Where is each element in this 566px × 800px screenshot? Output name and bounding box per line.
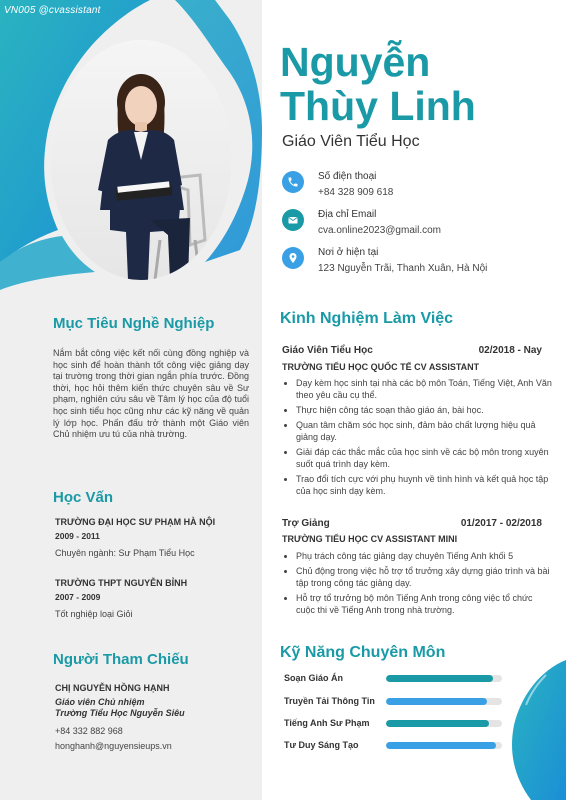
- objective-title: Mục Tiêu Nghề Nghiệp: [53, 315, 215, 332]
- skill-bar-track: [386, 675, 502, 682]
- job-position: Giáo Viên Tiểu Học: [282, 345, 373, 356]
- watermark-text: VN005 @cvassistant: [4, 5, 101, 16]
- education-note: Tốt nghiệp loại Giỏi: [55, 609, 133, 619]
- skill-label: Soạn Giáo Án: [284, 673, 344, 683]
- job-bullet: • Thực hiện công tác soạn thảo giáo án, bài học.: [296, 404, 552, 416]
- skill-bar-fill: [386, 675, 493, 682]
- reference-name: CHỊ NGUYỄN HỒNG HẠNH: [55, 683, 170, 693]
- job-company: TRƯỜNG TIỂU HỌC CV ASSISTANT MINI: [282, 534, 458, 544]
- skill-bar-fill: [386, 720, 489, 727]
- skill-label: Truyền Tải Thông Tin: [284, 696, 375, 706]
- job-bullet: • Trao đổi tích cực với phụ huynh về tình hình và kết quả học tập của học sinh dạy kèm.: [296, 473, 552, 497]
- name-first-line: Nguyễn: [280, 39, 431, 85]
- phone-label: Số điện thoại: [318, 171, 377, 182]
- phone-value: +84 328 909 618: [318, 187, 394, 198]
- email-label: Địa chỉ Email: [318, 209, 377, 220]
- job-bullet: • Quan tâm chăm sóc học sinh, đảm bảo chất lượng hiệu quả giảng dạy.: [296, 419, 552, 443]
- job-position: Trợ Giảng: [282, 518, 330, 529]
- address-label: Nơi ở hiện tại: [318, 247, 379, 258]
- education-years: 2007 - 2009: [55, 592, 101, 602]
- job-date: 02/2018 - Nay: [478, 345, 542, 356]
- experience-title: Kinh Nghiệm Làm Việc: [280, 310, 454, 327]
- job-bullet: • Giải đáp các thắc mắc của học sinh về các bộ môn trong xuyên suốt quá trình dạy kèm.: [296, 446, 552, 470]
- reference-email: honghanh@nguyensieups.vn: [55, 741, 172, 751]
- skill-bar-track: [386, 720, 502, 727]
- skill-label: Tư Duy Sáng Tạo: [284, 740, 359, 750]
- job-bullet: • Chủ động trong việc hỗ trợ tổ trưởng xây dựng giáo trình và bài tập trong công tác giảng dạy.: [296, 565, 552, 589]
- job-bullet: • Dạy kèm học sinh tại nhà các bộ môn Toán, Tiếng Việt, Anh Văn theo yêu cầu cụ thể.: [296, 377, 552, 401]
- reference-title: Người Tham Chiếu: [53, 651, 189, 668]
- objective-text: Nắm bắt công việc kết nối cùng đồng nghiệp và học sinh để hoàn thành tốt công việc giảng dạy tại trường trong thời gian ngắn phía trước. Đồng thời, học hỏi thêm kiến thức chuyên sâu về Sư phạm, nghiên cứu sâu về Tâm lý học của độ tuổi học sinh tiểu học cũng như các kỹ năng về quản lý lớp học. Phấn đấu trở thành một Giáo viên Chủ nhiệm ưu tú của nhà trường.: [53, 348, 249, 440]
- job-title: Giáo Viên Tiểu Học: [282, 133, 420, 150]
- job-date: 01/2017 - 02/2018: [460, 518, 542, 529]
- job-bullet: • Phụ trách công tác giảng dạy chuyên Tiếng Anh khối 5: [296, 550, 552, 562]
- email-icon: [282, 209, 304, 231]
- education-title: Học Vấn: [53, 489, 114, 506]
- job-bullets: [286, 550, 552, 619]
- name-second-line: Thùy Linh: [280, 83, 476, 129]
- profile-photo: [50, 40, 232, 280]
- education-years: 2009 - 2011: [55, 531, 100, 541]
- education-note: Chuyên ngành: Sư Phạm Tiểu Học: [55, 548, 195, 558]
- skill-bar-fill: [386, 698, 487, 705]
- reference-workplace: Trường Tiểu Học Nguyễn Siêu: [55, 708, 185, 718]
- address-value: 123 Nguyễn Trãi, Thanh Xuân, Hà Nội: [318, 263, 488, 274]
- job-bullets: [286, 377, 552, 500]
- education-school: TRƯỜNG ĐẠI HỌC SƯ PHẠM HÀ NỘI: [55, 517, 216, 527]
- education-school: TRƯỜNG THPT NGUYỄN BỈNH: [55, 578, 188, 588]
- skill-label: Tiếng Anh Sư Phạm: [284, 718, 370, 728]
- skills-title: Kỹ Năng Chuyên Môn: [280, 644, 446, 661]
- skill-bar-fill: [386, 742, 496, 749]
- reference-role: Giáo viên Chủ nhiệm: [55, 697, 145, 707]
- job-bullet: • Hỗ trợ tổ trưởng bộ môn Tiếng Anh trong công việc tổ chức cuộc thi về Tiếng Anh trong nhà trường.: [296, 592, 552, 616]
- phone-icon: [282, 171, 304, 193]
- email-value: cva.online2023@gmail.com: [318, 225, 441, 236]
- skill-bar-track: [386, 698, 502, 705]
- location-icon: [282, 247, 304, 269]
- job-company: TRƯỜNG TIỂU HỌC QUỐC TẾ CV ASSISTANT: [282, 362, 480, 372]
- skill-bar-track: [386, 742, 502, 749]
- reference-phone: +84 332 882 968: [55, 726, 123, 736]
